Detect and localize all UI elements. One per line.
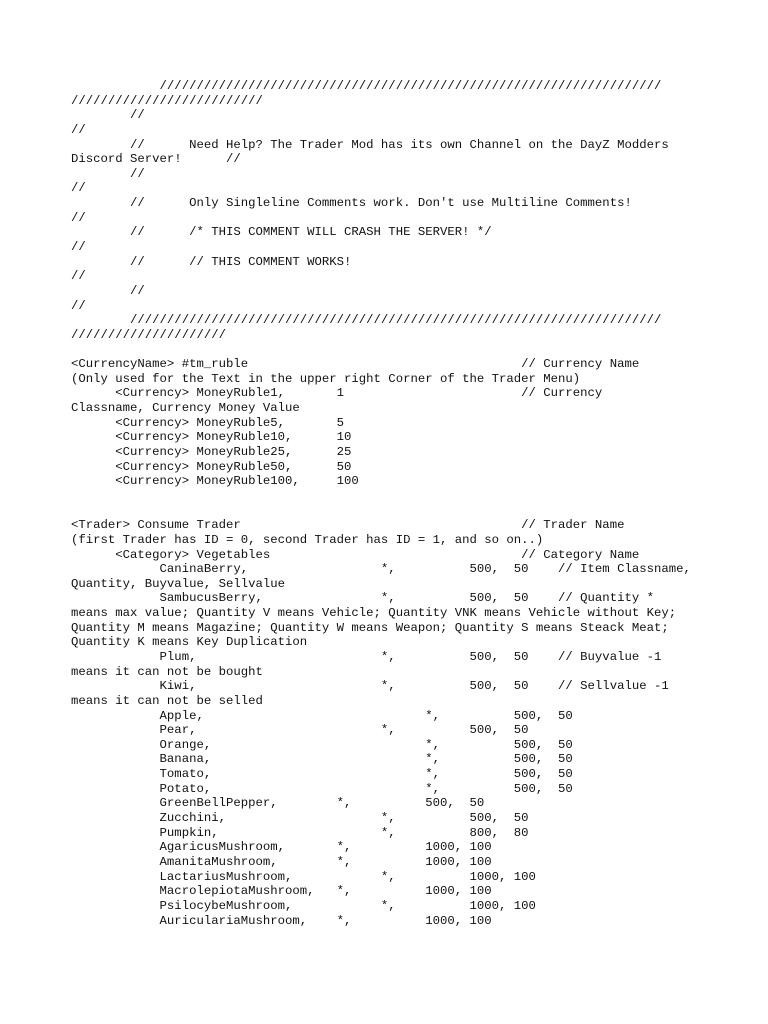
text-line: <Category> Vegetables // Category Name: [71, 547, 640, 562]
text-line: // Only Singleline Comments work. Don't use Multiline Comments!: [71, 196, 632, 211]
text-line: Tomato, *, 500, 50: [71, 767, 573, 782]
currency-block: [71, 357, 761, 489]
text-line: //: [71, 108, 145, 123]
trader-block: [71, 518, 761, 928]
text-line: Potato, *, 500, 50: [71, 781, 573, 796]
text-line: Quantity, Buyvalue, Sellvalue: [71, 576, 286, 591]
text-line: //////////////////////////: [71, 93, 263, 108]
text-line: LactariusMushroom, *, 1000, 100: [71, 869, 536, 884]
text-line: Orange, *, 500, 50: [71, 737, 573, 752]
text-line: Discord Server! //: [71, 152, 241, 167]
text-line: AmanitaMushroom, *, 1000, 100: [71, 854, 492, 869]
text-line: (first Trader has ID = 0, second Trader has ID = 1, and so on..): [71, 532, 544, 547]
text-line: //: [71, 210, 86, 225]
blank-line: [71, 343, 761, 358]
text-line: //: [71, 298, 86, 313]
text-line: CaninaBerry, *, 500, 50 // Item Classname,: [71, 562, 691, 577]
text-line: Classname, Currency Money Value: [71, 401, 300, 416]
text-line: //: [71, 122, 86, 137]
text-line: Apple, *, 500, 50: [71, 708, 573, 723]
document-page: [71, 79, 761, 928]
text-line: /////////////////////: [71, 327, 226, 342]
text-line: <Currency> MoneyRuble5, 5: [71, 415, 345, 430]
text-line: Kiwi, *, 500, 50 // Sellvalue -1: [71, 679, 669, 694]
text-line: Zucchini, *, 500, 50: [71, 811, 529, 826]
text-line: SambucusBerry, *, 500, 50 // Quantity *: [71, 591, 654, 606]
text-line: <Currency> MoneyRuble10, 10: [71, 430, 352, 445]
text-line: // /* THIS COMMENT WILL CRASH THE SERVER! */: [71, 225, 492, 240]
text-line: PsilocybeMushroom, *, 1000, 100: [71, 898, 536, 913]
text-line: means max value; Quantity V means Vehicle; Quantity VNK means Vehicle without Key;: [71, 606, 677, 621]
text-line: <Currency> MoneyRuble50, 50: [71, 459, 352, 474]
text-line: // // THIS COMMENT WORKS!: [71, 254, 352, 269]
text-line: MacrolepiotaMushroom, *, 1000, 100: [71, 884, 492, 899]
text-line: <Currency> MoneyRuble25, 25: [71, 445, 352, 460]
blank-line: [71, 504, 761, 519]
text-line: ////////////////////////////////////////////////////////////////////: [71, 79, 662, 93]
text-line: <Currency> MoneyRuble1, 1 // Currency: [71, 386, 603, 401]
text-line: //: [71, 166, 145, 181]
text-line: //: [71, 181, 86, 196]
text-line: Quantity K means Key Duplication: [71, 635, 308, 650]
text-line: (Only used for the Text in the upper right Corner of the Trader Menu): [71, 371, 581, 386]
text-line: // Need Help? The Trader Mod has its own Channel on the DayZ Modders: [71, 137, 669, 152]
text-line: <CurrencyName> #tm_ruble // Currency Name: [71, 357, 640, 372]
text-line: Pumpkin, *, 800, 80: [71, 825, 529, 840]
text-line: //: [71, 240, 86, 255]
text-line: AgaricusMushroom, *, 1000, 100: [71, 840, 492, 855]
text-line: means it can not be selled: [71, 693, 263, 708]
text-line: ////////////////////////////////////////////////////////////////////////: [71, 313, 662, 328]
text-line: Pear, *, 500, 50: [71, 723, 529, 738]
text-line: means it can not be bought: [71, 664, 263, 679]
text-line: Plum, *, 500, 50 // Buyvalue -1: [71, 649, 662, 664]
text-line: Banana, *, 500, 50: [71, 752, 573, 767]
text-line: <Currency> MoneyRuble100, 100: [71, 474, 359, 489]
text-line: AuriculariaMushroom, *, 1000, 100: [71, 913, 492, 928]
header-comment-block: [71, 79, 761, 343]
text-line: <Trader> Consume Trader // Trader Name: [71, 518, 625, 533]
text-line: //: [71, 269, 86, 284]
text-line: //: [71, 283, 145, 298]
text-line: Quantity M means Magazine; Quantity W means Weapon; Quantity S means Steack Meat;: [71, 620, 669, 635]
text-line: GreenBellPepper, *, 500, 50: [71, 796, 485, 811]
blank-line: [71, 489, 761, 504]
